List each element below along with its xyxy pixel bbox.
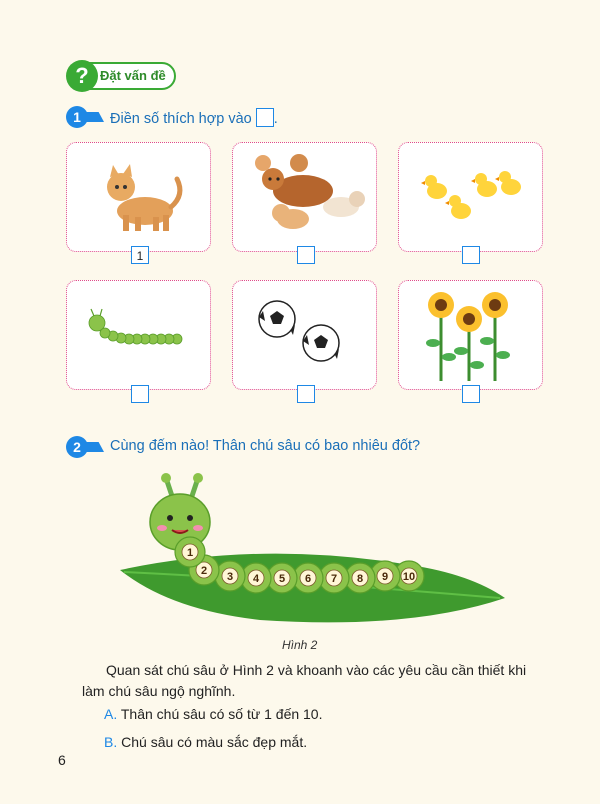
option-a[interactable] [104, 704, 323, 725]
answer-box-example [256, 108, 274, 127]
card-cat [66, 142, 211, 252]
task-1-number: 1 [66, 106, 88, 128]
answer-box-cat[interactable]: 1 [131, 246, 149, 264]
soccer-balls-icon [233, 281, 378, 391]
sunflowers-icon [399, 281, 544, 391]
answer-box-ducklings[interactable] [462, 246, 480, 264]
figure-caption: Hình 2 [282, 638, 318, 652]
card-dogs [232, 142, 377, 252]
segment-number-label: 6 [304, 573, 312, 585]
segment-number-label: 4 [252, 573, 260, 585]
answer-box-caterpillar[interactable] [131, 385, 149, 403]
answer-box-dogs[interactable] [297, 246, 315, 264]
segment-number-label: 5 [278, 573, 286, 585]
segment-number-label: 3 [226, 571, 234, 583]
task-2-number: 2 [66, 436, 88, 458]
section-title: Đặt vấn đề [100, 68, 166, 83]
dogs-icon [233, 143, 378, 253]
option-b[interactable] [104, 732, 307, 753]
segment-number-label: 2 [200, 565, 208, 577]
task-2-badge-tail [86, 442, 104, 452]
caterpillar-illustration [110, 470, 510, 635]
page-number: 6 [58, 752, 66, 768]
card-caterpillar [66, 280, 211, 390]
option-a-letter: A. [104, 706, 118, 722]
task-1-text: Điền số thích hợp vào [110, 111, 252, 127]
answer-box-soccer-balls[interactable] [297, 385, 315, 403]
answer-box-sunflowers[interactable] [462, 385, 480, 403]
question-icon: ? [66, 60, 98, 92]
cat-icon [67, 143, 212, 253]
segment-number-label: 10 [402, 571, 416, 583]
task-1-period: . [273, 111, 278, 127]
card-soccer-balls [232, 280, 377, 390]
ducklings-icon [399, 143, 544, 253]
segment-number-label: 1 [186, 547, 194, 559]
option-b-letter: B. [104, 734, 118, 750]
option-b-text: Chú sâu có màu sắc đẹp mắt. [121, 734, 308, 750]
card-ducklings [398, 142, 543, 252]
option-a-text: Thân chú sâu có số từ 1 đến 10. [120, 706, 323, 722]
task-2-question: Cùng đếm nào! Thân chú sâu có bao nhiêu đốt? [110, 438, 421, 454]
task-1-instruction [110, 108, 278, 127]
segment-number-label: 9 [381, 571, 389, 583]
instruction-paragraph: Quan sát chú sâu ở Hình 2 và khoanh vào các yêu cầu cần thiết khi làm chú sâu ngộ nghĩnh. [82, 662, 527, 699]
caterpillar-icon [67, 281, 212, 391]
segment-number-label: 8 [356, 573, 364, 585]
card-sunflowers [398, 280, 543, 390]
task-1-badge-tail [86, 112, 104, 122]
segment-number-label: 7 [330, 573, 338, 585]
